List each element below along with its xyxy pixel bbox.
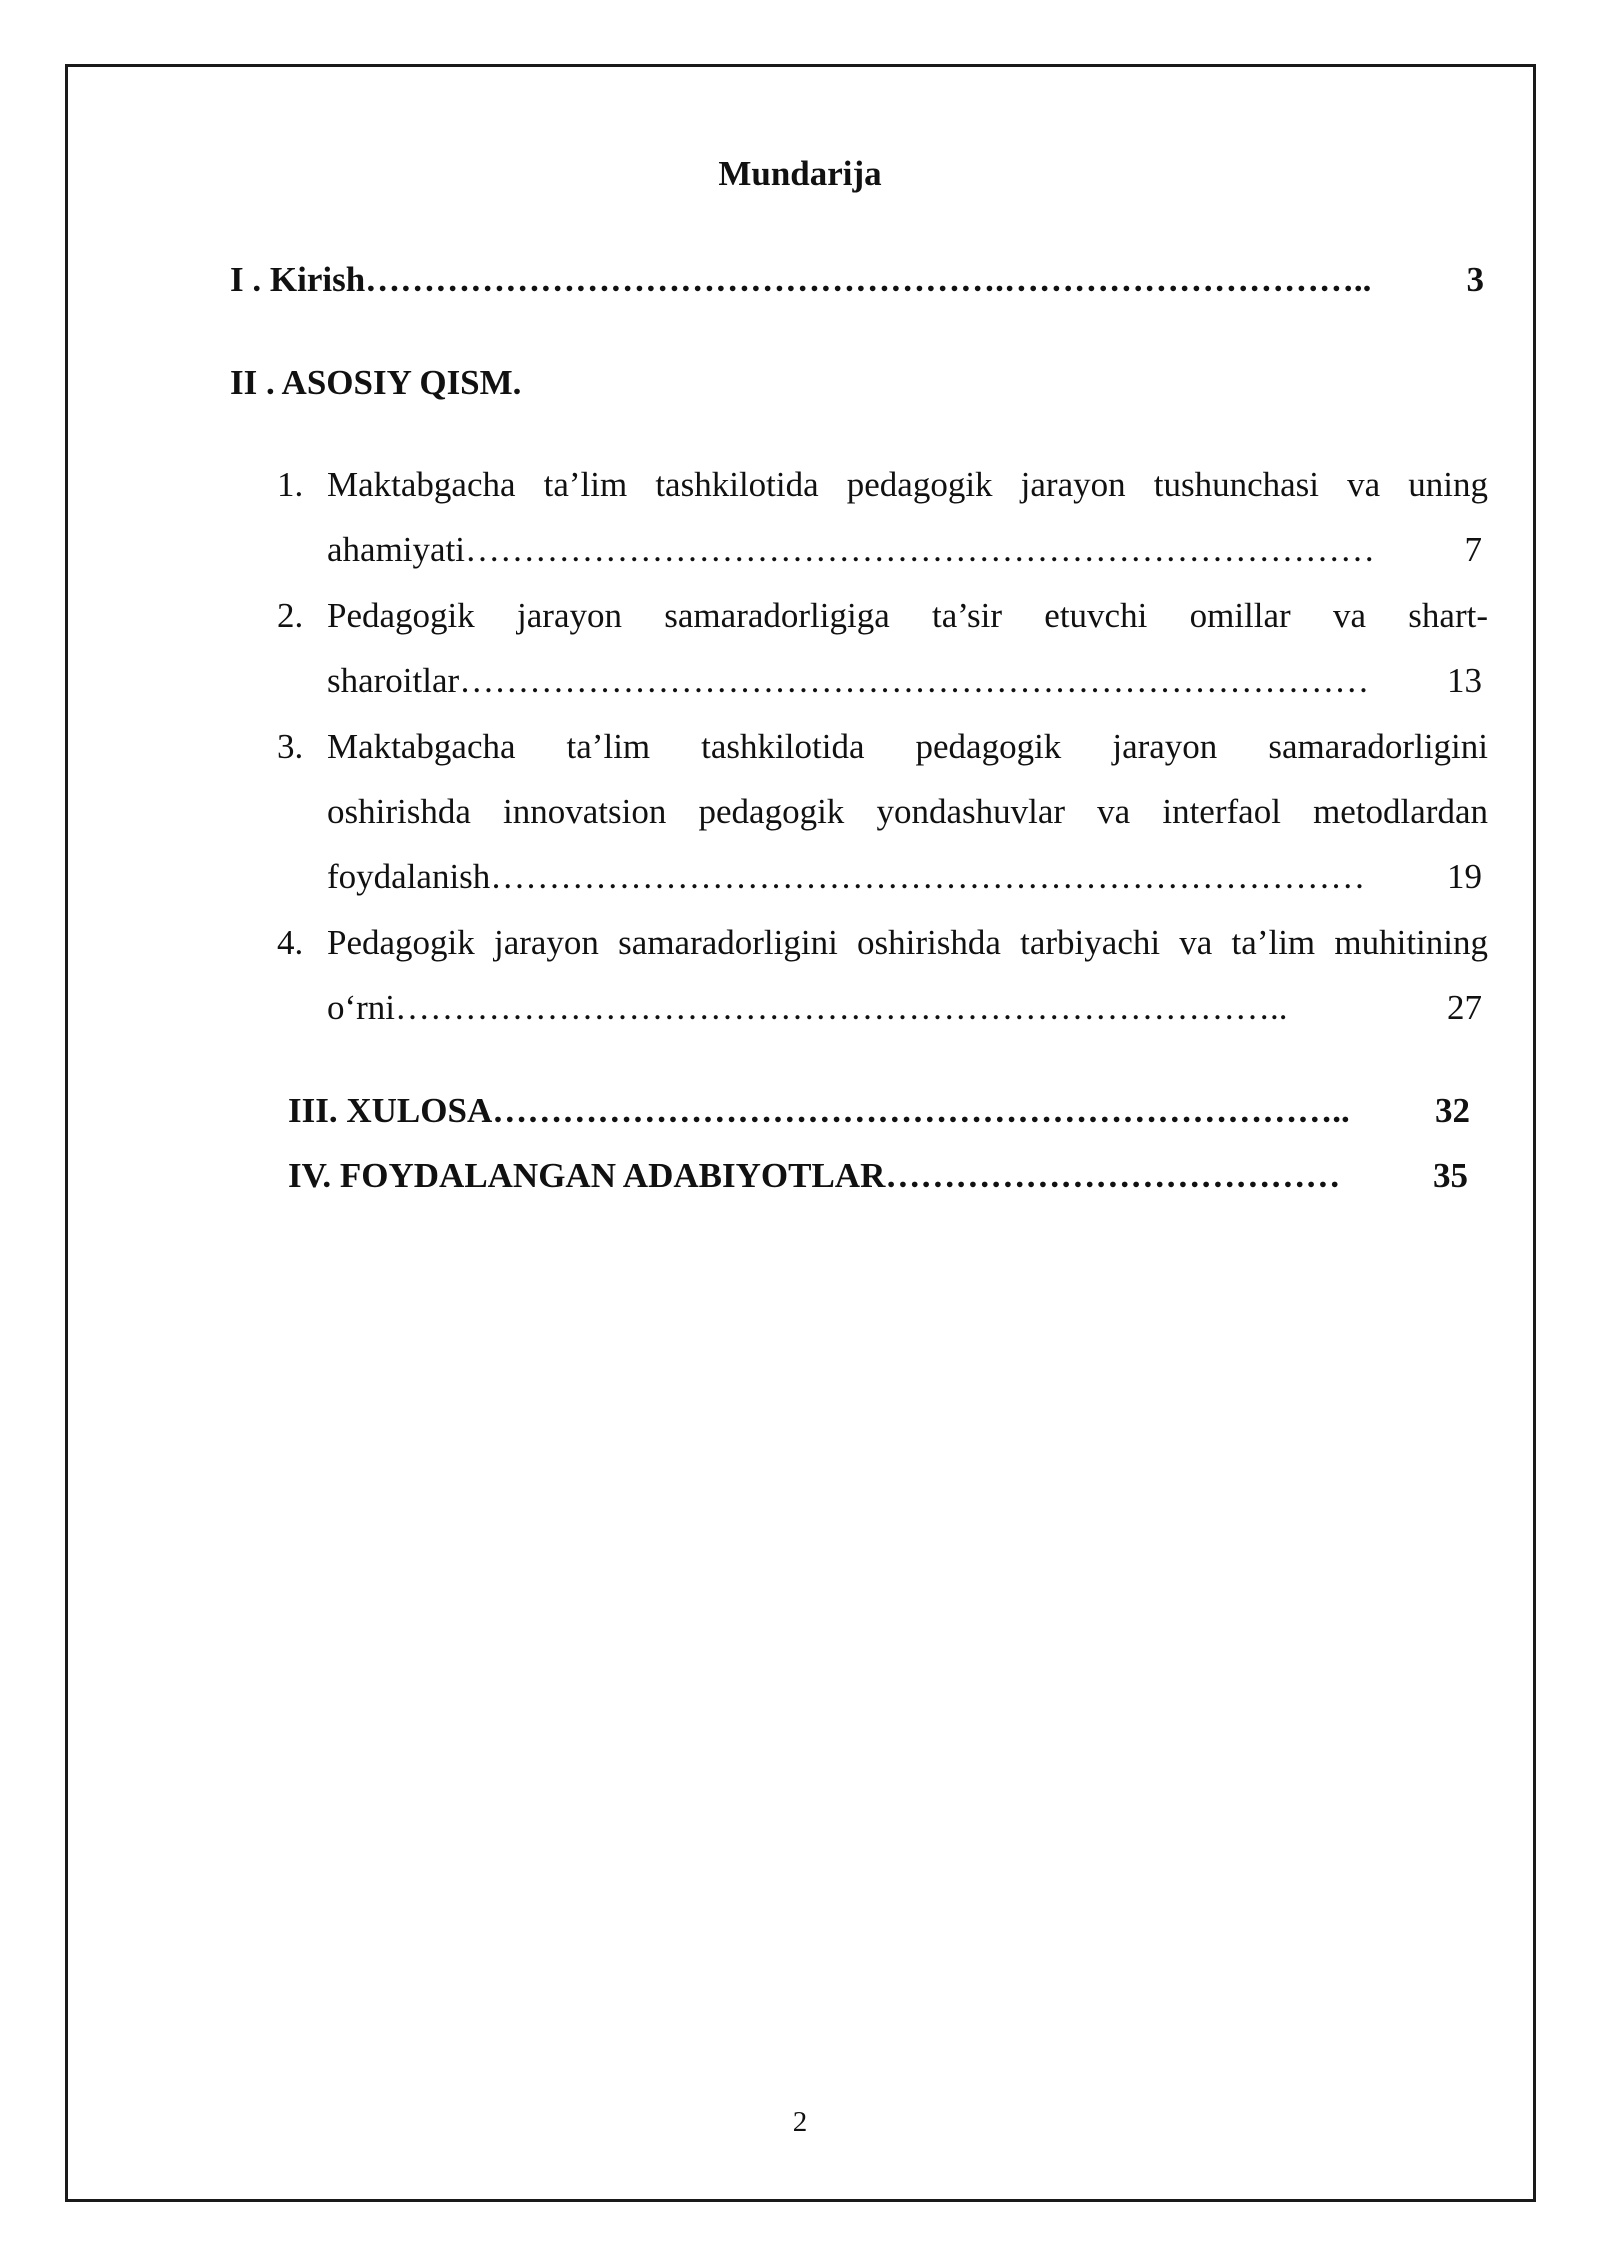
toc-item-last-line [327,855,1488,899]
toc-item-text-line: Pedagogik jarayon samaradorligiga ta’sir etuvchi omillar va shart- [327,596,1488,635]
toc-page-number: 32 [1435,1091,1470,1130]
toc-item-number: 4. [277,923,304,962]
toc-entry-conclusion[interactable] [288,1089,1470,1133]
toc-leader-dots: ………………………………………………………………….. [395,988,1288,1027]
toc-item-text: ahamiyati [327,530,466,569]
toc-entry-intro[interactable] [230,258,1484,302]
toc-item-text: sharoitlar [327,661,460,700]
page-title: Mundarija [718,154,882,193]
toc-item-last-line [327,659,1488,703]
toc-leader-dots: ………………………………… [885,1156,1341,1195]
toc-item-text-line: Maktabgacha ta’lim tashkilotida pedagogik jarayon tushunchasi va uning [327,465,1488,504]
toc-entry-label: IV. FOYDALANGAN ADABIYOTLAR [288,1156,886,1195]
toc-page-number: 35 [1433,1156,1468,1195]
toc-page-number: 19 [1447,857,1482,896]
toc-section-heading: II . ASOSIY QISM. [230,363,522,402]
toc-leader-dots: ……………………………………………………………….. [492,1091,1350,1130]
toc-page-number: 3 [1466,260,1484,299]
toc-entry-label: III. XULOSA [288,1091,493,1130]
toc-item-text: foydalanish [327,857,491,896]
toc-item-text-line: Pedagogik jarayon samaradorligini oshirishda tarbiyachi va ta’lim muhitining [327,923,1488,962]
page-number: 2 [792,2106,808,2138]
toc-item-text-line: oshirishda innovatsion pedagogik yondashuvlar va interfaol metodlardan [327,792,1488,831]
toc-item-text: o‘rni [327,988,396,1027]
toc-page-number: 13 [1447,661,1482,700]
toc-item-last-line [327,528,1488,572]
toc-item-number: 3. [277,727,304,766]
toc-item-text-line: Maktabgacha ta’lim tashkilotida pedagogik jarayon samaradorligini [327,727,1488,766]
toc-entry-label: I . Kirish [230,260,366,299]
toc-entry-references[interactable] [288,1154,1468,1198]
toc-leader-dots: …………………………………………………………………… [465,530,1376,569]
toc-page-number: 27 [1447,988,1482,1027]
toc-leader-dots: ………………………………………………………………… [490,857,1366,896]
toc-leader-dots: ……………………………………………….………………………….. [365,260,1372,299]
toc-page-number: 7 [1464,530,1482,569]
toc-item-last-line [327,986,1488,1030]
toc-item-number: 1. [277,465,304,504]
toc-item-number: 2. [277,596,304,635]
toc-leader-dots: …………………………………………………………………… [459,661,1370,700]
